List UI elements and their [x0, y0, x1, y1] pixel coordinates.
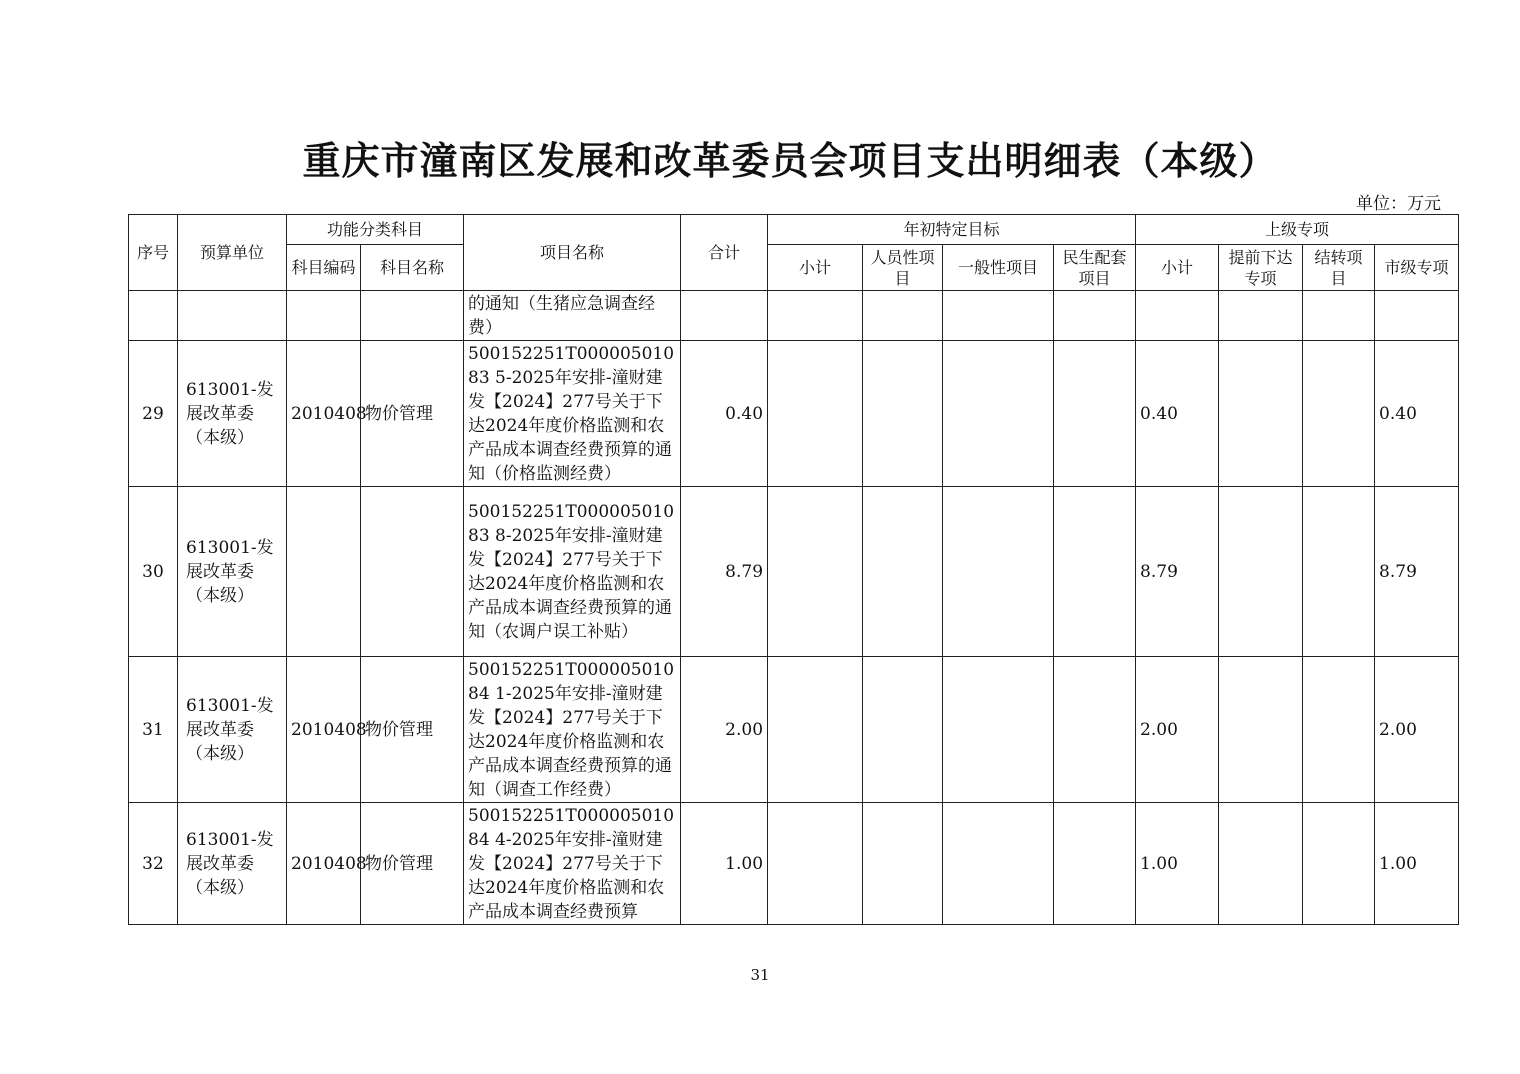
header-seq: 序号 — [129, 215, 178, 291]
cell-subject: 物价管理 — [361, 657, 464, 803]
cell-total: 2.00 — [681, 657, 768, 803]
cell-personnel — [863, 341, 943, 487]
cell-annual-subtotal — [768, 487, 863, 657]
table-row — [129, 341, 1459, 487]
cell-sup-subtotal — [1136, 291, 1219, 341]
cell-total: 0.40 — [681, 341, 768, 487]
table-row — [129, 291, 1459, 341]
cell-carryover — [1303, 803, 1375, 925]
cell-general — [943, 487, 1054, 657]
header-carryover: 结转项目 — [1303, 245, 1375, 291]
unit-label: 单位：万元 — [1356, 194, 1441, 214]
cell-annual-subtotal — [768, 291, 863, 341]
cell-total — [681, 291, 768, 341]
cell-sup-subtotal: 0.40 — [1136, 341, 1219, 487]
expenditure-table — [128, 214, 1459, 925]
page-number: 31 — [750, 966, 770, 984]
cell-subject: 物价管理 — [361, 803, 464, 925]
cell-general — [943, 803, 1054, 925]
header-subject-name: 科目名称 — [361, 245, 464, 291]
cell-livelihood — [1054, 487, 1136, 657]
cell-advance — [1219, 341, 1303, 487]
cell-project-name: 500152251T00000501083 8-2025年安排-潼财建发【2024】277号关于下达2024年度价格监测和农产品成本调查经费预算的通知（农调户误工补贴） — [464, 487, 681, 657]
cell-municipal — [1375, 291, 1459, 341]
cell-livelihood — [1054, 291, 1136, 341]
cell-general — [943, 657, 1054, 803]
header-subject-code: 科目编码 — [287, 245, 361, 291]
cell-livelihood — [1054, 657, 1136, 803]
cell-municipal: 1.00 — [1375, 803, 1459, 925]
cell-seq: 32 — [129, 803, 178, 925]
cell-advance — [1219, 291, 1303, 341]
cell-municipal: 8.79 — [1375, 487, 1459, 657]
cell-sup-subtotal: 1.00 — [1136, 803, 1219, 925]
cell-unit: 613001-发展改革委（本级） — [178, 803, 287, 925]
header-personnel: 人员性项目 — [863, 245, 943, 291]
page-title: 重庆市潼南区发展和改革委员会项目支出明细表（本级） — [302, 138, 1278, 183]
cell-subject: 物价管理 — [361, 341, 464, 487]
header-advance: 提前下达专项 — [1219, 245, 1303, 291]
table-row — [129, 487, 1459, 657]
cell-project-name: 500152251T00000501084 4-2025年安排-潼财建发【2024】277号关于下达2024年度价格监测和农产品成本调查经费预算 — [464, 803, 681, 925]
header-superior-group: 上级专项 — [1136, 215, 1459, 245]
cell-municipal: 0.40 — [1375, 341, 1459, 487]
header-total: 合计 — [681, 215, 768, 291]
cell-annual-subtotal — [768, 341, 863, 487]
cell-personnel — [863, 291, 943, 341]
cell-personnel — [863, 803, 943, 925]
cell-unit: 613001-发展改革委（本级） — [178, 657, 287, 803]
table-row — [129, 657, 1459, 803]
cell-carryover — [1303, 341, 1375, 487]
cell-sup-subtotal: 8.79 — [1136, 487, 1219, 657]
cell-code: 2010408 — [287, 657, 361, 803]
cell-code — [287, 487, 361, 657]
header-livelihood: 民生配套项目 — [1054, 245, 1136, 291]
cell-personnel — [863, 487, 943, 657]
cell-subject — [361, 487, 464, 657]
cell-seq: 31 — [129, 657, 178, 803]
header-func-group: 功能分类科目 — [287, 215, 464, 245]
cell-advance — [1219, 657, 1303, 803]
cell-total: 1.00 — [681, 803, 768, 925]
cell-livelihood — [1054, 803, 1136, 925]
header-annual-group: 年初特定目标 — [768, 215, 1136, 245]
header-annual-subtotal: 小计 — [768, 245, 863, 291]
cell-general — [943, 291, 1054, 341]
cell-carryover — [1303, 487, 1375, 657]
cell-annual-subtotal — [768, 803, 863, 925]
cell-code — [287, 291, 361, 341]
cell-advance — [1219, 487, 1303, 657]
table-row — [129, 803, 1459, 925]
cell-project-name: 的通知（生猪应急调查经费） — [464, 291, 681, 341]
cell-subject — [361, 291, 464, 341]
cell-seq — [129, 291, 178, 341]
cell-project-name: 500152251T00000501083 5-2025年安排-潼财建发【2024】277号关于下达2024年度价格监测和农产品成本调查经费预算的通知（价格监测经费） — [464, 341, 681, 487]
header-project-name: 项目名称 — [464, 215, 681, 291]
cell-unit: 613001-发展改革委（本级） — [178, 487, 287, 657]
cell-sup-subtotal: 2.00 — [1136, 657, 1219, 803]
cell-unit: 613001-发展改革委（本级） — [178, 341, 287, 487]
cell-carryover — [1303, 291, 1375, 341]
header-budget-unit: 预算单位 — [178, 215, 287, 291]
cell-seq: 29 — [129, 341, 178, 487]
cell-advance — [1219, 803, 1303, 925]
cell-livelihood — [1054, 341, 1136, 487]
cell-seq: 30 — [129, 487, 178, 657]
cell-municipal: 2.00 — [1375, 657, 1459, 803]
cell-code: 2010408 — [287, 803, 361, 925]
header-municipal: 市级专项 — [1375, 245, 1459, 291]
cell-unit — [178, 291, 287, 341]
header-general: 一般性项目 — [943, 245, 1054, 291]
cell-code: 2010408 — [287, 341, 361, 487]
header-sup-subtotal: 小计 — [1136, 245, 1219, 291]
cell-project-name: 500152251T00000501084 1-2025年安排-潼财建发【2024】277号关于下达2024年度价格监测和农产品成本调查经费预算的通知（调查工作经费） — [464, 657, 681, 803]
cell-general — [943, 341, 1054, 487]
cell-annual-subtotal — [768, 657, 863, 803]
cell-total: 8.79 — [681, 487, 768, 657]
cell-carryover — [1303, 657, 1375, 803]
cell-personnel — [863, 657, 943, 803]
